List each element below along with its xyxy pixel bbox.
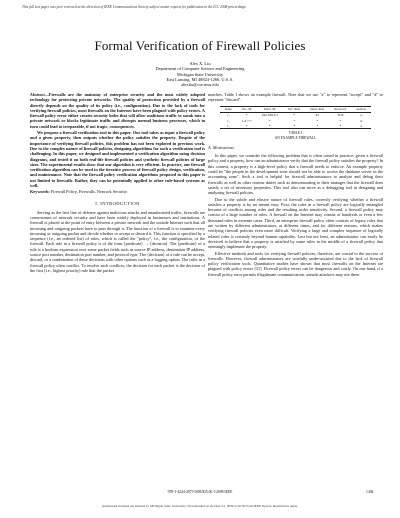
table-cell: TCP (337, 113, 344, 118)
affiliation-university: Michigan State University (176, 71, 224, 77)
table-cell: a (360, 113, 362, 118)
table-caption-text: AN EXAMPLE FIREWALL (274, 135, 317, 140)
review-note: This full text paper was peer reviewed at the direction of IEEE Communications Society subject matter experts for publication in the ICC 2008 proceedings (22, 5, 246, 9)
table-caption-number: TABLE I (288, 131, 303, 136)
table-cell: * (293, 113, 296, 118)
license-notice: Authorized licensed use limited to: Michigan State University. Downloaded on October 31, 2009 at 20:59 from IEEE Xplore. Restrictions apply. (101, 504, 299, 508)
affiliation-department: Department of Computer Science and Engineering (155, 66, 245, 72)
abstract-paragraph (30, 92, 205, 129)
left-column (30, 92, 205, 274)
keywords (30, 189, 205, 194)
motivations-paragraph-3: Effective methods and tools for verifying firewall policies, therefore, are crucial to the success of firewalls. However, firewall administrators are woefully under-assisted due to the lack of firewall policy verification tools. Quantitative studies have shown that most firewalls on the Internet are plagued with policy errors [31]. Firewall policy errors can be dangerous and costly. On one hand, if a firewall policy error permits illegitimate communication, outside attackers may use these (208, 250, 383, 277)
introduction-paragraph: Serving as the first line of defense against malicious attacks and unauthorized traffic, firewalls are cornerstones of network security and have been widely deployed in businesses and institutions. A firewall is placed at the point of entry between a private network and the outside Internet such that all incoming and outgoing packets have to pass through it. The function of a firewall is to examine every incoming or outgoing packet and decide whether to accept or discard it. This function is specified by a sequence (i.e., an ordered list) of rules, which is called the "policy", i.e., the configuration, of the firewall. Each rule in a firewall policy is of the form ⟨predicate⟩ → ⟨decision⟩. The ⟨predicate⟩ of a rule is a boolean expression over some packet fields such as source IP address, destination IP address, source port number, destination port number, and protocol type. The ⟨decision⟩ of a rule can be accept, discard, or a combination of these decisions with other options such as a logging option. The rules in a firewall policy often conflict. To resolve such conflicts, the decision for each packet is the decision of the first (i.e., highest priority) rule that the packet (30, 209, 205, 273)
table-header-cell: Rule (225, 107, 232, 112)
affiliation-address: East Lansing, MI 48824-1266, U.S.A. (166, 76, 234, 82)
table-header-cell: Src. Port (288, 107, 301, 112)
table-cell: * (245, 113, 248, 118)
table-cell: 1.2.*.* (241, 118, 252, 123)
table-cell: d (360, 118, 362, 123)
table-cell: r₃ (227, 123, 230, 128)
abstract-paragraph-2: We propose a firewall verification tool in this paper. Our tool takes as input a firewall policy and a given property, then outputs whether the policy satisfies the property. Despite of the importance of verifying firewall policies, this problem has not been explored in previous work. Due to the complex nature of firewall policies, designing algorithms for such a verification tool is challenging. In this paper, we designed and implemented a verification algorithm using decision diagrams, and tested it on both real-life firewall policies and synthetic firewall policies of large sizes. The experimental results show that our algorithm is very efficient. In practice, our firewall verification algorithm can be used in the iterative process of firewall policy design, verification, and maintenance. Note that the firewall policy verification algorithms proposed in this paper is not limited to firewalls. Rather, they can be potentially applied to other rule-based systems as well. (30, 130, 205, 189)
abstract-label: Abstract (30, 92, 45, 97)
motivations-paragraph-1: In this paper, we consider the following problem that is often raised in practice: given a firewall policy and a property, how can an administrator verify that the firewall policy satisfies the property? In this context, a property is a high-level policy that a firewall needs to enforce. An example property could be "the people in the development zone should not be able to access the database server in the accounting zone". Such a tool is helpful for firewall administrators to analyze and debug their firewalls as well as other routine duties such as demonstrating to their manager that the firewall does satisfy a set of necessary properties. This tool also can serve as a debugging tool in designing and analyzing firewall policies. (208, 153, 383, 196)
table-cell: * (316, 123, 319, 128)
table-cell: * (293, 118, 296, 123)
author-email: alexliu@cse.msu.edu (181, 82, 219, 88)
firewall-rule-table (220, 106, 371, 130)
footer-isbn: 978-1-4244-2075-9/08/$25.00 ©2008 IEEE (167, 490, 233, 494)
right-column (208, 92, 383, 278)
paper-title: Formal Verification of Firewall Policies (94, 38, 306, 53)
table-cell: * (245, 123, 248, 128)
page-number: 1494 (366, 490, 374, 494)
table-cell: r₂ (227, 118, 230, 123)
table-caption (208, 131, 383, 140)
table-header-cell: Dest. IP (264, 107, 276, 112)
table-header-cell: Dest. Port (310, 107, 325, 112)
subsection-heading-motivations: A. Motivations (208, 145, 234, 151)
author-block (0, 61, 400, 87)
table-cell: * (268, 123, 271, 128)
motivations-paragraph-2: Due to the subtle and elusive nature of firewall rules, correctly verifying whether a firewall satisfies a property is by no means easy. First, the rules in a firewall policy are logically entangled because of conflicts among rules and the resulting order sensitivity. Second, a firewall policy may consist of a large number of rules. A firewall on the Internet may consist of hundreds or even a few thousand rules in extreme cases. Third, an enterprise firewall policy often consists of legacy rules that are written by different administrators, at different times, and for different reasons, which makes verifying firewall policies even more difficult. Verifying a large and complex sequence of logically related rules is certainly beyond human capability. Last but not least, an administrator can easily be deceived to believe that a property is satisfied by some rules in the middle of a firewall policy that seemingly implement the property. (208, 196, 383, 250)
keywords-text: Firewall Policy, Firewalls, Network Security. (50, 189, 128, 195)
table-cell: r₁ (227, 113, 230, 118)
table-header-cell: Protocol (334, 107, 347, 112)
abstract-text: —Firewalls are the mainstay of enterprise security and the most widely adopted technology for protecting private networks. The quality of protection provided by a firewall directly depends on the quality of its policy (i.e., configuration). Due to the lack of tools for verifying firewall policies, most firewalls on the Internet have been plagued with policy errors. A firewall policy error either creates security holes that will allow malicious traffic to sneak into a private network or blocks legitimate traffic and disrupts normal business processes, which in turn could lead to irreparable, if not tragic, consequences. (30, 92, 205, 129)
author-name: Alex X. Liu (189, 61, 211, 66)
table-row (220, 123, 371, 129)
table-cell: * (293, 123, 296, 128)
table-cell: 25 (315, 113, 320, 118)
table-cell: * (268, 118, 271, 123)
table-header-cell: Action (356, 107, 366, 112)
section-heading-introduction: I. INTRODUCTION (95, 200, 140, 206)
table-cell: * (339, 123, 342, 128)
table-cell: * (339, 118, 342, 123)
keywords-label: Keywords: (30, 189, 50, 195)
table-cell: 192.168.0.1 (261, 113, 279, 118)
table-cell: * (316, 118, 319, 123)
table-cell: a (360, 123, 362, 128)
table-header-cell: Src. IP (241, 107, 252, 112)
introduction-continuation: matches. Table I shows an example firewall. Note that we use "a" to represent "accept" and "d" to represent "discard". (208, 92, 383, 103)
